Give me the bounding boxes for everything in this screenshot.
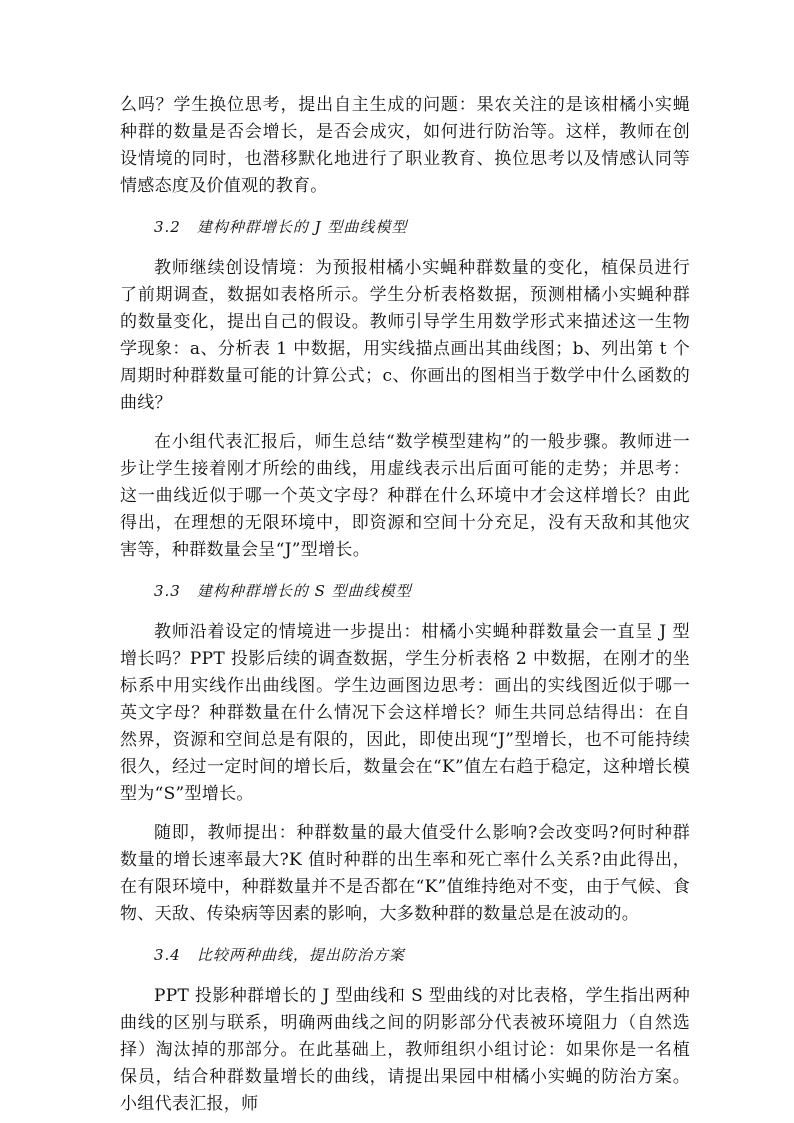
section-heading-3-4: 3.4 比较两种曲线，提出防治方案 (154, 946, 405, 964)
intro-paragraph: 么吗？学生换位思考，提出自主生成的问题：果农关注的是该柑橘小实蝇种群的数量是否会增长，是否会成灾，如何进行防治等。这样，教师在创设情境的同时，也潜移默化地进行了职业教育、换位思考以及情感认同等情感态度及价值观的教育。 (120, 95, 690, 196)
section-3-2-paragraph-1: 教师继续创设情境：为预报柑橘小实蝇种群数量的变化，植保员进行了前期调查，数据如表格所示。学生分析表格数据，预测柑橘小实蝇种群的数量变化，提出自己的假设。教师引导学生用数学形式来描述这一生物学现象：a、分析表 1 中数据，用实线描点画出其曲线图；b、列出第 t 个周期时种群数量可能的计算公式；c、你画出的图相当于数学中什么函数的曲线？ (120, 258, 690, 413)
section-3-2-paragraph-2: 在小组代表汇报后，师生总结“数学模型建构”的一般步骤。教师进一步让学生接着刚才所绘的曲线，用虚线表示出后面可能的走势；并思考：这一曲线近似于哪一个英文字母？种群在什么环境中才会这样增长？由此得出，在理想的无限环境中，即资源和空间十分充足，没有天敌和其他灾害等，种群数量会呈“J”型增长。 (120, 432, 690, 560)
section-3-4-paragraph-1: PPT 投影种群增长的 J 型曲线和 S 型曲线的对比表格，学生指出两种曲线的区别与联系，明确两曲线之间的阴影部分代表被环境阻力（自然选择）淘汰掉的那部分。在此基础上，教师组织小组讨论：如果你是一名植保员，结合种群数量增长的曲线，请提出果园中柑橘小实蝇的防治方案。小组代表汇报，师 (120, 986, 690, 1114)
section-heading-3-2: 3.2 建构种群增长的 J 型曲线模型 (154, 218, 408, 236)
section-heading-3-3: 3.3 建构种群增长的 S 型曲线模型 (154, 582, 412, 600)
section-3-3-paragraph-1: 教师沿着设定的情境进一步提出：柑橘小实蝇种群数量会一直呈 J 型增长吗？PPT 投影后续的调查数据，学生分析表格 2 中数据，在刚才的坐标系中用实线作出曲线图。学生边画图边思考：画出的实线图近似于哪一英文字母？种群数量在什么情况下会这样增长？师生共同总结得出：在自然界，资源和空间总是有限的，因此，即使出现“J”型增长，也不可能持续很久，经过一定时间的增长后，数量会在“K”值左右趋于稳定，这种增长模型为“S”型增长。 (120, 622, 690, 804)
document-page (120, 92, 690, 1118)
section-3-3-paragraph-2: 随即，教师提出：种群数量的最大值受什么影响?会改变吗?何时种群数量的增长速率最大?K 值时种群的出生率和死亡率什么关系?由此得出，在有限环境中，种群数量并不是否都在“K”值维持绝对不变，由于气候、食物、天敌、传染病等因素的影响，大多数种群的数量总是在波动的。 (120, 823, 690, 924)
